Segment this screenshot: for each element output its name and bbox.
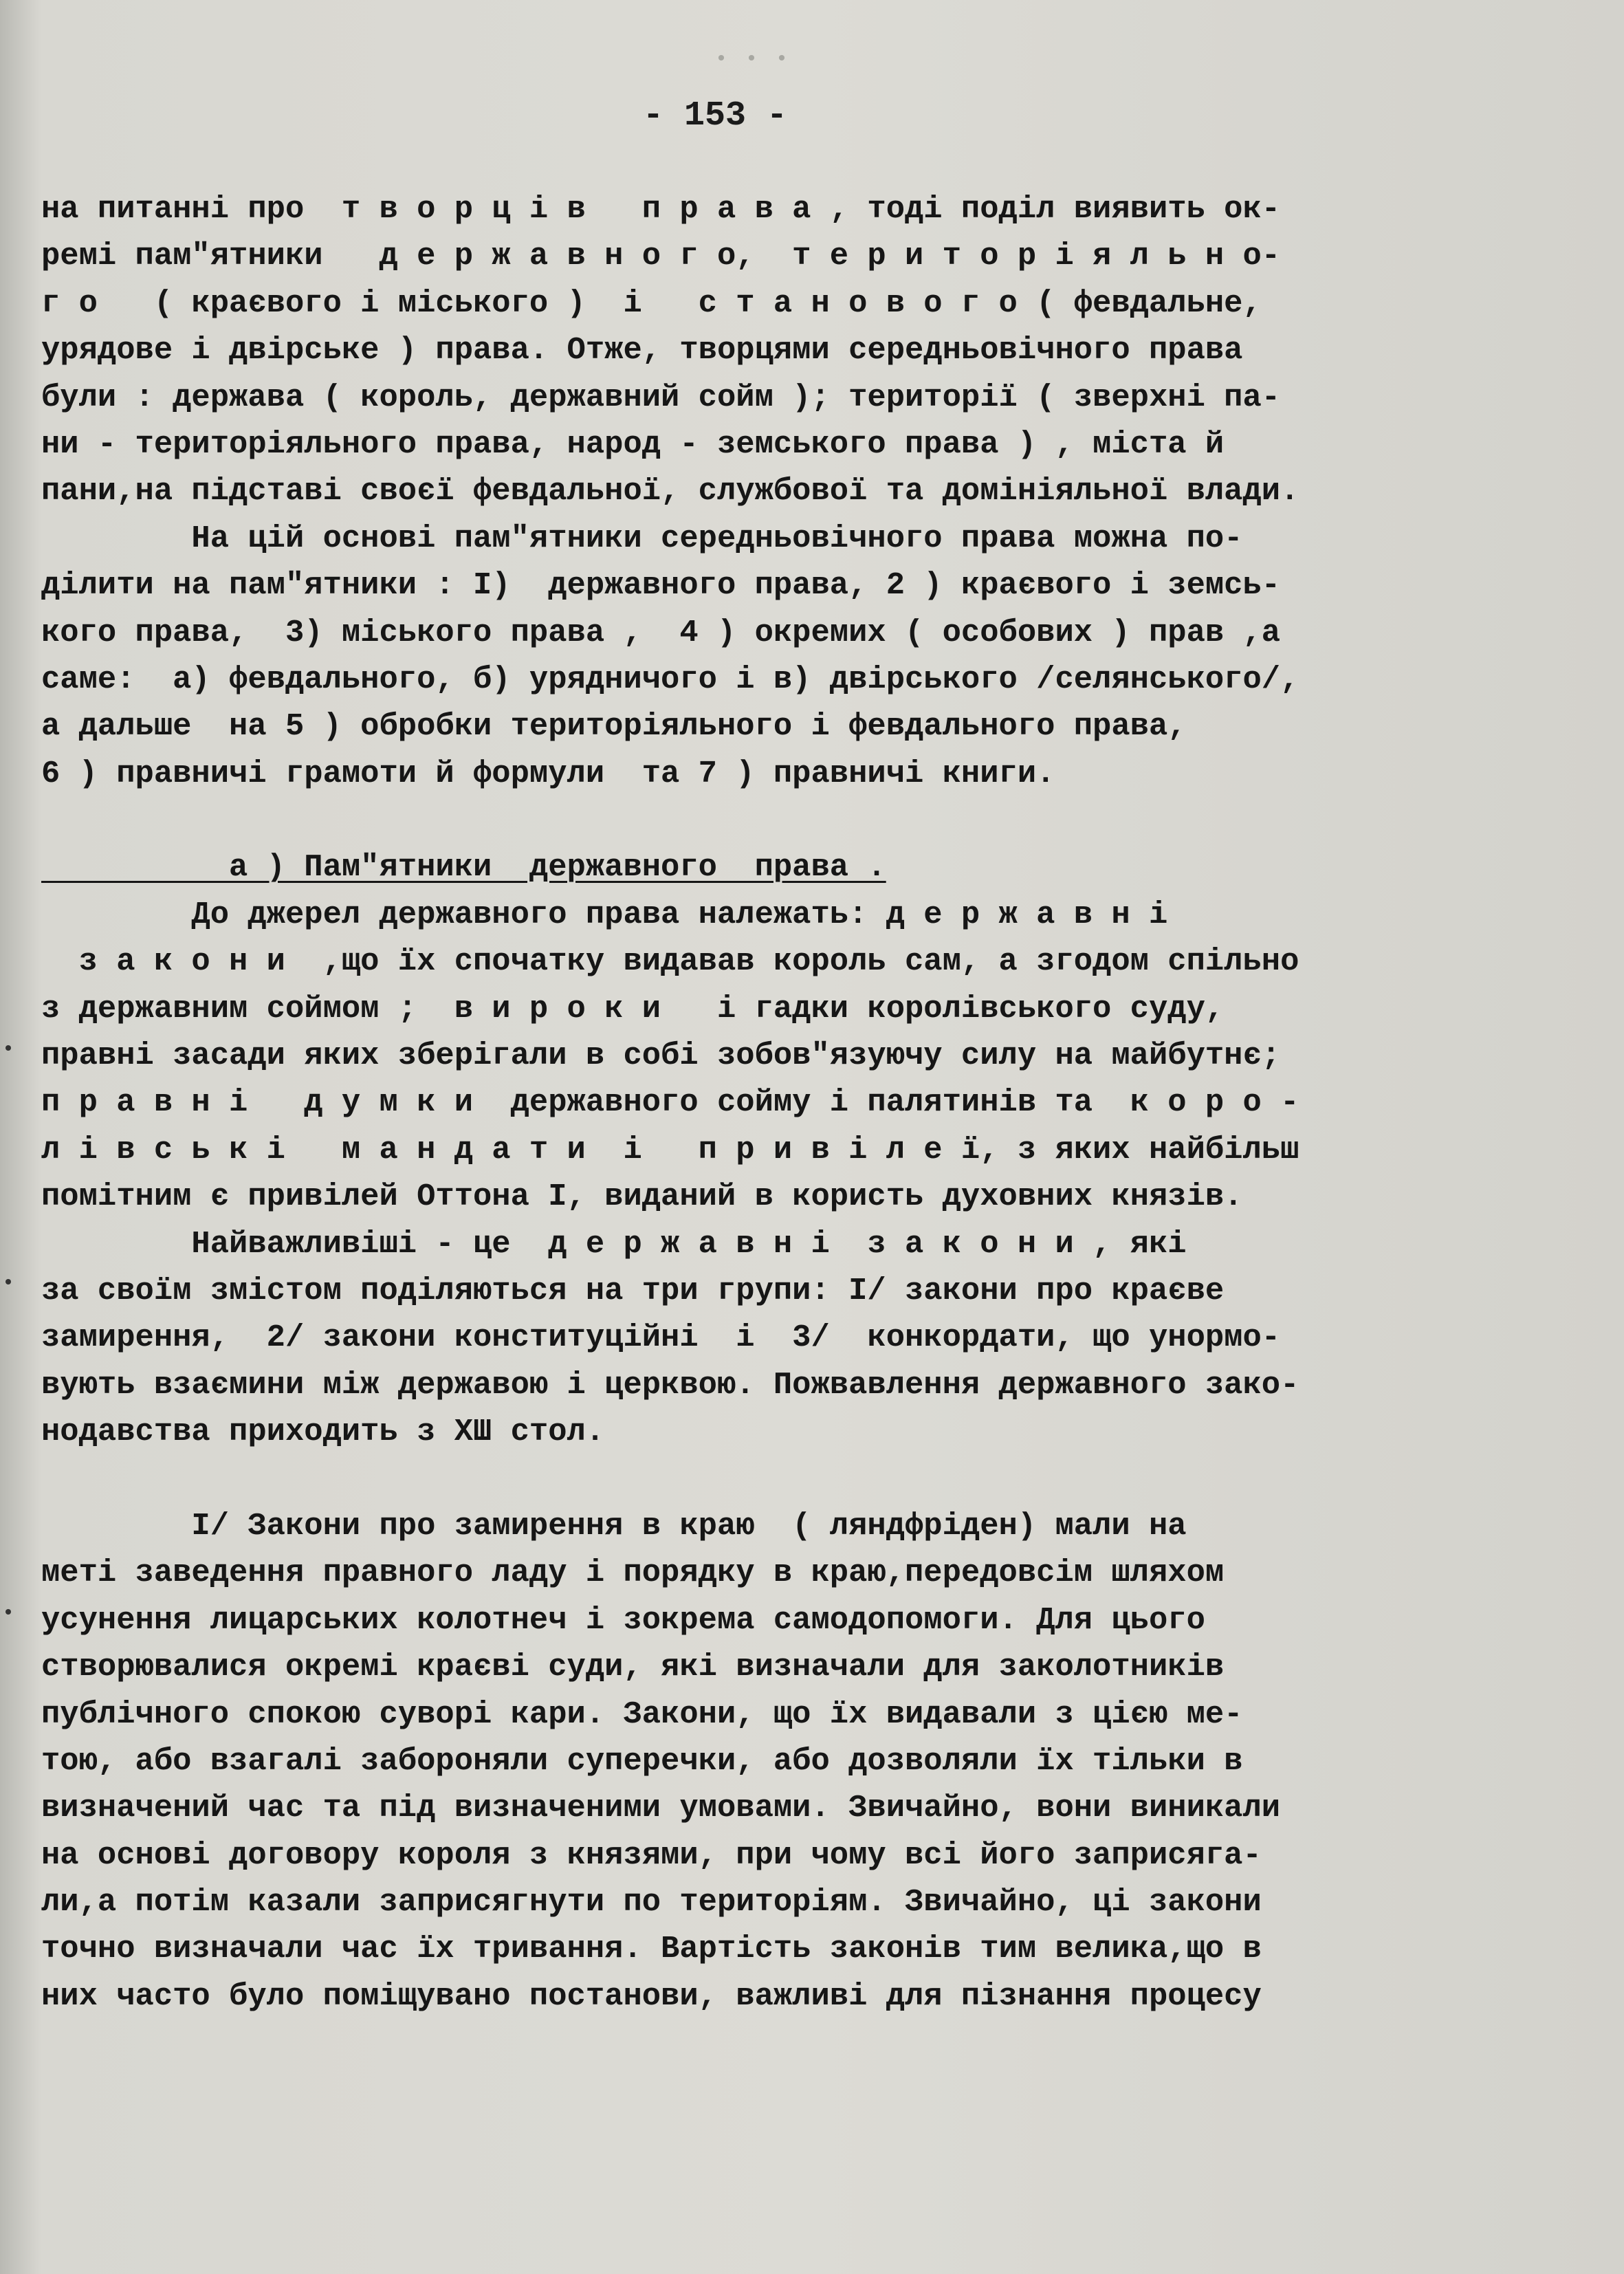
blank-line (41, 1456, 1554, 1502)
text-line: ремі пам"ятники д е р ж а в н о г о, т е р и т о р і я л ь н о- (41, 238, 1281, 274)
margin-mark (6, 1609, 11, 1615)
text-line: п р а в н і д у м к и державного сойму і палятинів та к о р о - (41, 1084, 1299, 1121)
text-line: них часто було поміщувано постанови, важливі для пізнання процесу (41, 1978, 1262, 2014)
text-line: нодавства приходить з ХШ стол. (41, 1414, 605, 1450)
text-line: були : держава ( король, державний сойм ); території ( зверхні па- (41, 379, 1281, 415)
text-line: публічного спокою суворі кари. Закони, що їх видавали з цією ме- (41, 1696, 1243, 1732)
text-line: тою, або взагалі забороняли суперечки, або дозволяли їх тільки в (41, 1742, 1243, 1779)
text-line: ли,а потім казали заприсягнути по територіям. Звичайно, ці закони (41, 1884, 1262, 1921)
text-line: за своїм змістом поділяються на три групи: І/ закони про краєве (41, 1272, 1225, 1309)
subsection-heading-line: І/ Закони про замирення в краю ( ляндфріден) мали на (41, 1507, 1187, 1544)
text-line: саме: а) февдального, б) урядничого і в) двірського /селянського/, (41, 661, 1299, 697)
margin-mark (6, 1045, 11, 1051)
text-line: меті заведення правного ладу і порядку в краю,передовсім шляхом (41, 1555, 1225, 1591)
text-line: точно визначали час їх тривання. Вартість законів тим велика,що в (41, 1931, 1262, 1967)
text-line: замирення, 2/ закони конституційні і 3/ конкордати, що унормо- (41, 1320, 1281, 1356)
text-line: урядове і двірське ) права. Отже, творцями середньовічного права (41, 332, 1243, 369)
page-number: - 153 - (642, 96, 788, 135)
text-line: помітним є привілей Оттона І, виданий в користь духовних князів. (41, 1179, 1243, 1215)
text-line: г о ( краєвого і міського ) і с т а н о в о г о ( февдальне, (41, 285, 1262, 321)
text-line: 6 ) правничі грамоти й формули та 7 ) правничі книги. (41, 755, 1055, 791)
section-heading: а ) Пам"ятники державного права . (41, 849, 886, 886)
text-line: На цій основі пам"ятники середньовічного права можна по- (41, 520, 1243, 556)
header-mark: • • • (715, 48, 791, 72)
text-line: правні засади яких зберігали в собі зобов"язуючу силу на майбутнє; (41, 1038, 1281, 1074)
blank-line (41, 797, 1554, 844)
text-line: До джерел державного права належать: д е р ж а в н і (41, 896, 1168, 932)
text-line: з державним соймом ; в и р о к и і гадки королівського суду, (41, 990, 1225, 1027)
margin-mark (6, 1279, 11, 1284)
typewritten-text (41, 186, 1554, 2020)
text-line: а дальше на 5 ) обробки територіяльного і февдального права, (41, 708, 1187, 745)
text-line: кого права, 3) міського права , 4 ) окремих ( особових ) прав ,а (41, 614, 1281, 651)
text-line: пани,на підставі своєї февдальної, службової та домініяльної влади. (41, 473, 1299, 510)
text-line: ділити на пам"ятники : І) державного права, 2 ) краєвого і земсь- (41, 567, 1281, 604)
text-line: усунення лицарських колотнеч і зокрема самодопомоги. Для цього (41, 1601, 1205, 1638)
text-line: вують взаємини між державою і церквою. Пожвавлення державного зако- (41, 1366, 1299, 1403)
text-line: на питанні про т в о р ц і в п р а в а , тоді поділ виявить ок- (41, 191, 1281, 227)
text-line: л і в с ь к і м а н д а т и і п р и в і л е ї, з яких найбільш (41, 1131, 1299, 1168)
text-line: Найважливіші - це д е р ж а в н і з а к о н и , які (41, 1225, 1187, 1262)
text-line: ни - територіяльного права, народ - земського права ) , міста й (41, 426, 1225, 462)
text-line: з а к о н и ,що їх спочатку видавав король сам, а згодом спільно (41, 943, 1299, 980)
text-line: визначений час та під визначеними умовами. Звичайно, вони виникали (41, 1790, 1281, 1826)
text-line: створювалися окремі краєві суди, які визначали для заколотників (41, 1649, 1225, 1685)
text-line: на основі договору короля з князями, при чому всі його заприсяга- (41, 1837, 1262, 1873)
